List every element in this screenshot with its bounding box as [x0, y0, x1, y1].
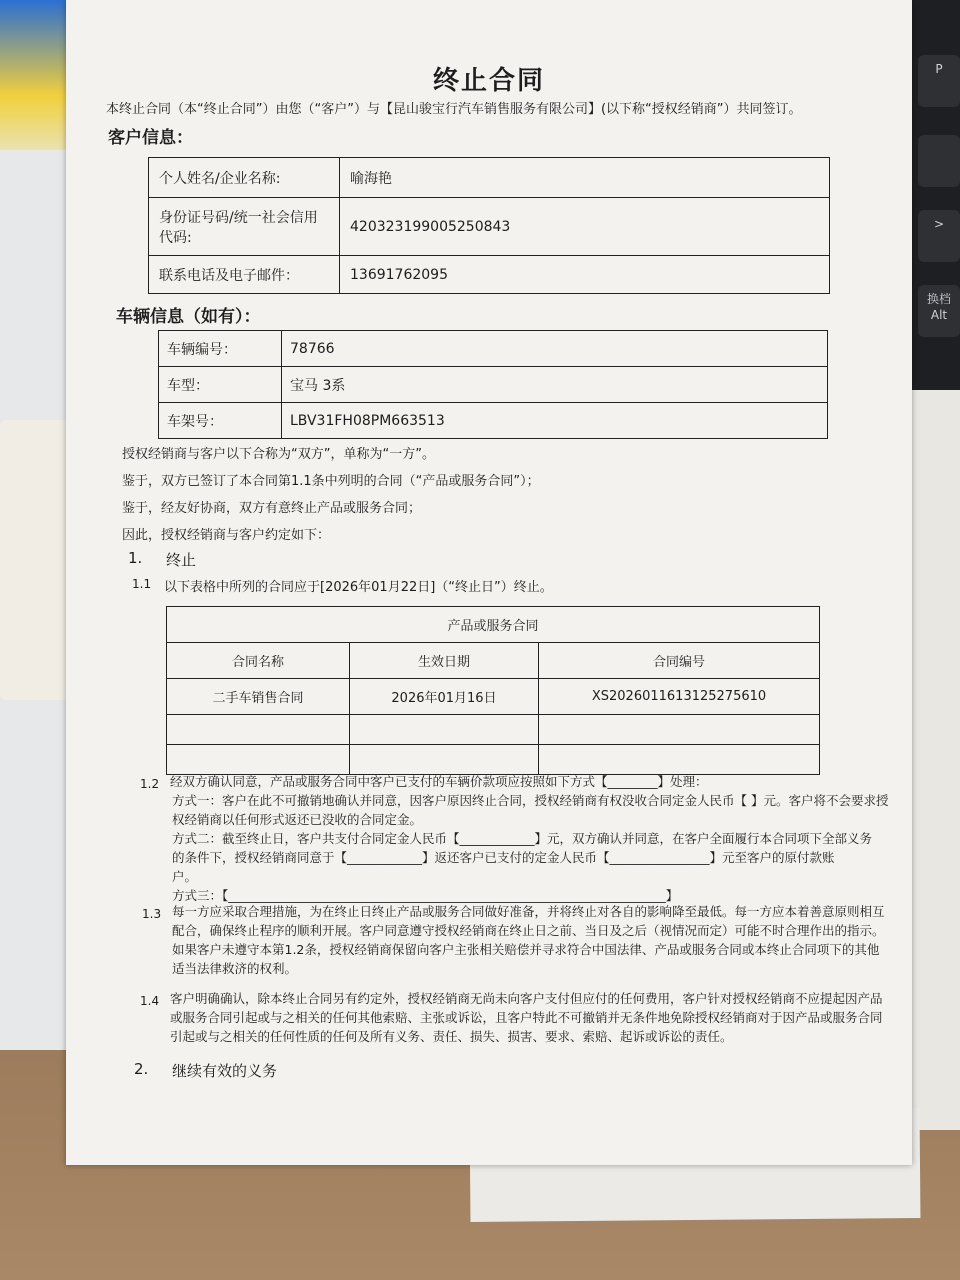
contract-cell: [350, 715, 539, 745]
contract-table: [166, 606, 820, 775]
customer-value: 喻海艳: [340, 158, 830, 198]
clause-1-2-line: 经双方确认同意，产品或服务合同中客户已支付的车辆价款项应按照如下方式【________】处理：: [170, 774, 708, 789]
clause-1-2-option-3: 方式三：【______________________________________________________________________】: [172, 888, 679, 903]
keyboard-key: [918, 135, 960, 187]
customer-value: 13691762095: [340, 256, 830, 294]
clause-1-2-number: 1.2: [140, 777, 160, 791]
paragraph-whereas-1: 鉴于，双方已签订了本合同第1.1条中列明的合同（“产品或服务合同”）；: [122, 474, 540, 489]
contract-column-header: 合同名称: [167, 643, 350, 679]
contract-table-header: 产品或服务合同: [167, 607, 820, 643]
contract-cell: [539, 715, 820, 745]
clause-1-3-number: 1.3: [142, 907, 162, 921]
clause-1-3-line: 每一方应采取合理措施，为在终止日终止产品或服务合同做好准备，并将终止对各自的影响降至最低。每一方应本着善意原则相互: [172, 904, 885, 919]
keyboard-key: P: [918, 55, 960, 107]
section-1-title: 终止: [166, 551, 197, 569]
clause-1-3-line: 配合，确保终止程序的顺利开展。客户同意遵守授权经销商在终止日之前、当日及之后（视情况而定）可能不时合理作出的指示。: [172, 923, 885, 938]
contract-cell: [539, 745, 820, 775]
vehicle-label: 车型：: [159, 367, 282, 403]
vehicle-info-table: [158, 330, 828, 439]
clause-1-2-option-2-cont: 的条件下，授权经销商同意于【____________】返还客户已支付的定金人民币【________________】元至客户的原付款账: [172, 850, 835, 865]
left-card: [0, 420, 68, 700]
clause-1-4-line: 引起或与之相关的任何性质的任何及所有义务、责任、损失、损害、要求、索赔、起诉或诉讼的责任。: [170, 1029, 733, 1044]
contract-cell: XS2026011613125275610: [539, 679, 820, 715]
doc-title: 终止合同: [432, 66, 545, 96]
clause-1-2-option-2: 方式二：截至终止日，客户共支付合同定金人民币【____________】元，双方确认并同意，在客户全面履行本合同项下全部义务: [172, 831, 873, 846]
customer-value: 420323199005250843: [340, 198, 830, 256]
clause-1-4-number: 1.4: [140, 994, 160, 1008]
customer-label: 个人姓名/企业名称:: [149, 158, 340, 198]
contract-cell: 二手车销售合同: [167, 679, 350, 715]
clause-1-2-option-1-cont: 权经销商以任何形式返还已没收的合同定金。: [172, 812, 423, 827]
clause-1-1-text: 以下表格中所列的合同应于[2026年01月22日]（“终止日”）终止。: [164, 580, 553, 595]
clause-1-2-option-2-end: 户。: [172, 869, 198, 884]
vehicle-value: 宝马 3系: [282, 367, 828, 403]
vehicle-value: 78766: [282, 331, 828, 367]
contract-cell: [167, 715, 350, 745]
contract-column-header: 生效日期: [350, 643, 539, 679]
keyboard-key: 换档 Alt: [918, 285, 960, 337]
customer-label: 联系电话及电子邮件：: [149, 256, 340, 294]
paragraph-therefore: 因此，授权经销商与客户约定如下：: [122, 528, 331, 543]
clause-1-2-body: [170, 772, 888, 905]
vehicle-label: 车架号：: [159, 403, 282, 439]
customer-info-table: [148, 157, 830, 294]
clause-1-4-line: 或服务合同引起或与之相关的任何其他索赔、主张或诉讼，且客户特此不可撤销并无条件地免除授权经销商对于因产品或服务合同: [170, 1010, 883, 1025]
doc-intro: 本终止合同（本“终止合同”）由您（“客户”）与【昆山骏宝行汽车销售服务有限公司】(以下称“授权经销商”）共同签订。: [106, 102, 802, 117]
paragraph-parties: 授权经销商与客户以下合称为“双方”，单称为“一方”。: [122, 447, 435, 462]
clause-1-2-option-1: 方式一：客户在此不可撤销地确认并同意，因客户原因终止合同，授权经销商有权没收合同定金人民币【 】元。客户将不会要求授: [172, 793, 889, 808]
contract-cell: [350, 745, 539, 775]
clause-1-3-body: [172, 902, 885, 978]
keyboard-key: >: [918, 210, 960, 262]
clause-1-4-body: [170, 989, 883, 1046]
vehicle-section-title: 车辆信息（如有）：: [116, 307, 261, 327]
clause-1-3-line: 适当法律救济的权利。: [172, 961, 298, 976]
termination-contract-sheet: [66, 0, 912, 1165]
contract-column-header: 合同编号: [539, 643, 820, 679]
vehicle-value: LBV31FH08PM663513: [282, 403, 828, 439]
contract-cell: [167, 745, 350, 775]
paragraph-whereas-2: 鉴于，经友好协商，双方有意终止产品或服务合同；: [122, 501, 422, 516]
section-1-number: 1.: [128, 549, 143, 567]
clause-1-1-number: 1.1: [132, 577, 152, 591]
customer-label: 身份证号码/统一社会信用代码:: [149, 198, 340, 256]
vehicle-label: 车辆编号：: [159, 331, 282, 367]
customer-section-title: 客户信息：: [108, 128, 193, 148]
section-2-title: 继续有效的义务: [172, 1062, 278, 1080]
contract-cell: 2026年01月16日: [350, 679, 539, 715]
clause-1-4-line: 客户明确确认，除本终止合同另有约定外，授权经销商无尚未向客户支付但应付的任何费用，客户针对授权经销商不应提起因产品: [170, 991, 883, 1006]
clause-1-3-line: 如果客户未遵守本第1.2条，授权经销商保留向客户主张相关赔偿并寻求符合中国法律、产品或服务合同或本终止合同项下的其他: [172, 942, 880, 957]
section-2-number: 2.: [134, 1060, 149, 1078]
left-package: [0, 0, 70, 160]
